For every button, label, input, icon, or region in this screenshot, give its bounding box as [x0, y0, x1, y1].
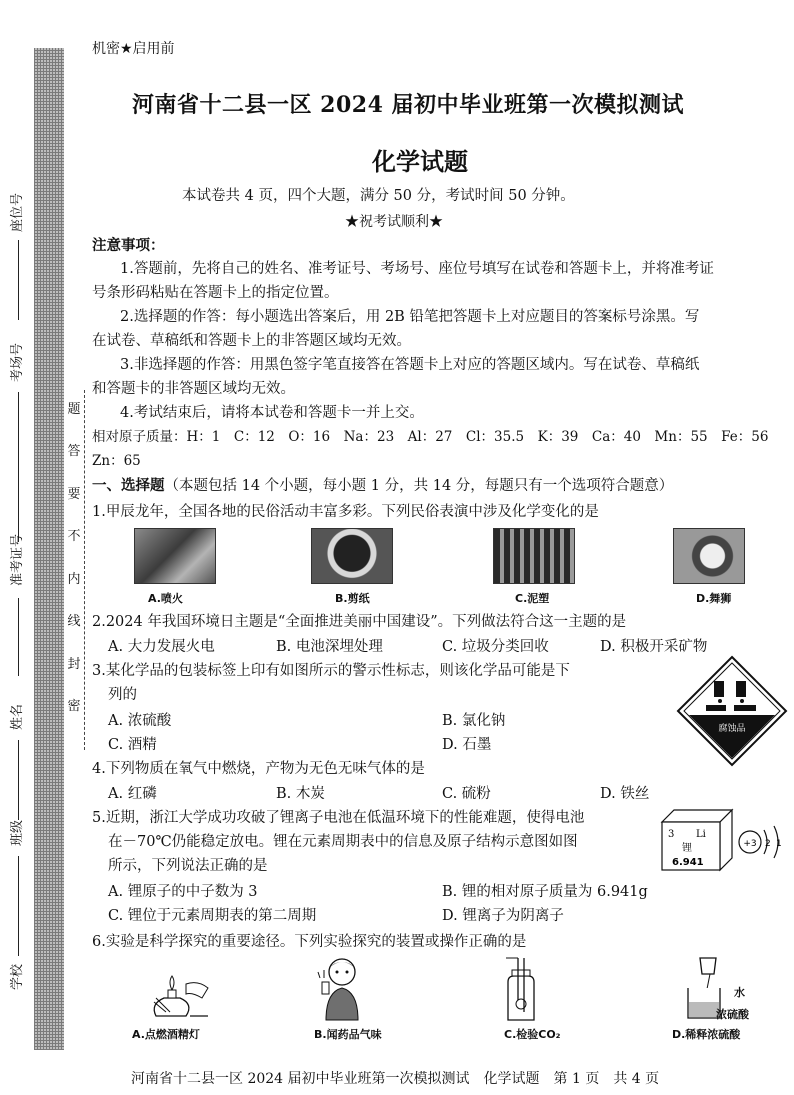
notice-line: 和答题卡的非答题区域均无效。	[92, 381, 295, 397]
option-caption: B.剪纸	[335, 592, 370, 605]
option-caption: D.稀释浓硫酸	[672, 1028, 741, 1041]
alcohol-lamp-diagram	[146, 958, 216, 1020]
option: B. 锂的相对原子质量为 6.941g	[442, 884, 648, 900]
school-label: 学校	[10, 963, 25, 990]
element-name: 锂	[682, 843, 692, 854]
question-5-stem-cont: 所示，下列说法正确的是	[108, 858, 268, 874]
section-note: （本题包括 14 个小题，每小题 1 分，共 14 分，每题只有一个选项符合题意）	[164, 478, 674, 494]
corrosive-hazard-sign	[676, 655, 788, 767]
binding-strip	[34, 48, 64, 1050]
option: B. 氯化钠	[442, 713, 506, 729]
seat-number-line	[18, 240, 19, 320]
good-luck-line: ★祝考试顺利★	[345, 214, 443, 230]
smell-chemical-diagram	[312, 952, 372, 1022]
element-number: 3	[668, 829, 675, 840]
acid-label: 浓硫酸	[716, 1008, 749, 1021]
nucleus-charge: +3	[743, 839, 757, 849]
question-4-stem: 4.下列物质在氧气中燃烧，产物为无色无味气体的是	[92, 761, 425, 777]
hazard-sign-label: 腐蚀品	[718, 724, 746, 734]
seal-char: 密	[67, 699, 81, 714]
notice-heading: 注意事项：	[92, 237, 165, 254]
notice-line: 在试卷、草稿纸和答题卡上的非答题区域均无效。	[92, 333, 411, 349]
element-mass: 6.941	[672, 857, 704, 868]
clay-sculpture-photo	[493, 528, 575, 584]
water-label: 水	[734, 986, 745, 999]
lithium-element-diagram	[656, 806, 786, 872]
element-symbol: Li	[696, 829, 706, 840]
seat-number-label: 座位号	[10, 192, 25, 232]
option: D. 积极开采矿物	[600, 639, 708, 655]
class-label: 班级	[10, 819, 25, 846]
option: B. 电池深埋处理	[276, 639, 383, 655]
question-3-stem-cont: 列的	[108, 687, 137, 703]
option: D. 锂离子为阴离子	[442, 908, 564, 924]
option: D. 石墨	[442, 737, 492, 753]
question-5-stem-cont: 在－70℃仍能稳定放电。锂在元素周期表中的信息及原子结构示意图如图	[108, 834, 578, 850]
seal-char: 内	[67, 572, 81, 587]
name-line	[18, 740, 19, 820]
question-2-stem: 2.2024 年我国环境日主题是“全面推进美丽中国建设”。下列做法符合这一主题的是	[92, 614, 627, 630]
notice-line: 2.选择题的作答：每小题选出答案后，用 2B 铅笔把答题卡上对应题目的答案标号涂黑。写	[120, 309, 700, 325]
option: C. 硫粉	[442, 786, 491, 802]
exam-room-line	[18, 392, 19, 542]
co2-test-diagram	[496, 956, 546, 1022]
seal-char: 题	[67, 402, 81, 417]
option: C. 酒精	[108, 737, 157, 753]
question-5-stem: 5.近期，浙江大学成功攻破了锂离子电池在低温环境下的性能难题，使得电池	[92, 810, 585, 826]
option-caption: A.喷火	[148, 592, 183, 605]
option: A. 浓硫酸	[108, 713, 172, 729]
seal-line	[84, 390, 85, 750]
paper-cutting-photo	[311, 528, 393, 584]
option-caption: C.检验CO₂	[504, 1028, 561, 1041]
option-caption: D.舞狮	[696, 592, 732, 605]
seal-char: 要	[67, 487, 81, 502]
option: C. 垃圾分类回收	[442, 639, 549, 655]
page-footer: 河南省十二县一区 2024 届初中毕业班第一次模拟测试 化学试题 第 1 页 共 4 页	[131, 1071, 660, 1087]
admission-number-label: 准考证号	[10, 533, 25, 586]
lion-dance-photo	[673, 528, 745, 584]
option: B. 木炭	[276, 786, 325, 802]
notice-line: 3.非选择题的作答：用黑色签字笔直接答在答题卡上对应的答题区域内。写在试卷、草稿纸	[120, 357, 700, 373]
option: A. 红磷	[108, 786, 157, 802]
seal-char: 不	[67, 529, 81, 544]
admission-number-line	[18, 598, 19, 676]
shell-1-electrons: 2	[765, 839, 771, 849]
name-label: 姓名	[10, 703, 25, 730]
seal-char: 封	[67, 657, 81, 672]
fire-breathing-photo	[134, 528, 216, 584]
atomic-mass-line: Zn：65	[92, 453, 141, 469]
atomic-mass-line: 相对原子质量：H：1 C：12 O：16 Na：23 Al：27 Cl：35.5 K：39 Ca：40 Mn：55 Fe：56	[92, 429, 769, 445]
option: A. 锂原子的中子数为 3	[108, 884, 258, 900]
exam-room-label: 考场号	[10, 342, 25, 382]
exam-title: 河南省十二县一区 2024 届初中毕业班第一次模拟测试	[132, 92, 685, 118]
option: D. 铁丝	[600, 786, 650, 802]
exam-info: 本试卷共 4 页，四个大题，满分 50 分，考试时间 50 分钟。	[182, 188, 575, 204]
notice-line: 4.考试结束后，请将本试卷和答题卡一并上交。	[120, 405, 424, 421]
question-1-stem: 1.甲辰龙年，全国各地的民俗活动丰富多彩。下列民俗表演中涉及化学变化的是	[92, 504, 599, 520]
option-caption: B.闻药品气味	[314, 1028, 382, 1041]
question-6-stem: 6.实验是科学探究的重要途径。下列实验探究的装置或操作正确的是	[92, 934, 527, 950]
option-caption: A.点燃酒精灯	[132, 1028, 200, 1041]
section-title: 一、选择题	[92, 477, 165, 494]
seal-char: 答	[67, 444, 81, 459]
question-3-stem: 3.某化学品的包装标签上印有如图所示的警示性标志，则该化学品可能是下	[92, 663, 570, 679]
subject-title: 化学试题	[372, 147, 468, 176]
class-line	[18, 856, 19, 956]
option-caption: C.泥塑	[515, 592, 550, 605]
secret-label: 机密★启用前	[92, 41, 175, 57]
notice-line: 1.答题前，先将自己的姓名、准考证号、考场号、座位号填写在试卷和答题卡上，并将准考证	[120, 261, 714, 277]
option: A. 大力发展火电	[108, 639, 215, 655]
seal-char: 线	[67, 614, 81, 629]
section-heading	[92, 476, 673, 496]
shell-2-electrons: 1	[776, 839, 782, 849]
option: C. 锂位于元素周期表的第二周期	[108, 908, 317, 924]
notice-line: 号条形码粘贴在答题卡上的指定位置。	[92, 285, 339, 301]
